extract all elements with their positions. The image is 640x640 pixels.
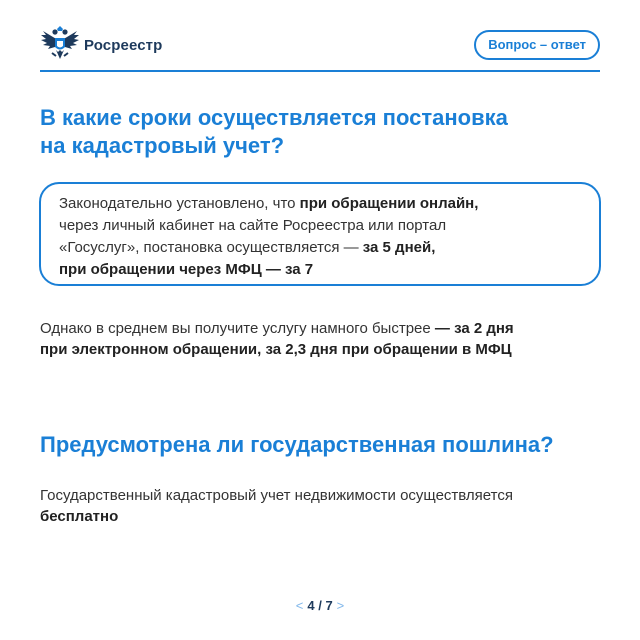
pager-total: 7 [325,598,333,613]
callout-text: «Госуслуг», постановка осуществляется — [59,239,363,256]
callout-line-1 [59,193,579,215]
header [40,24,600,72]
callout-line-2: через личный кабинет на сайте Росреестра или портал [59,217,447,234]
paragraph-line-1 [40,318,610,339]
callout-emphasis: за 5 дней, [362,239,436,256]
callout-emphasis: при обращении через МФЦ — за 7 [59,261,314,278]
fee-paragraph [40,485,610,527]
section1-title-line2: на кадастровый учет? [40,133,285,158]
callout-line-4 [59,259,579,281]
deadline-callout [39,182,601,286]
section1-title-line1: В какие сроки осуществляется постановка [40,105,508,130]
paragraph-text: Однако в среднем вы получите услугу намного быстрее [40,320,435,337]
section1-title [40,104,600,160]
chevron-right-icon[interactable]: > [336,598,345,613]
average-time-paragraph [40,318,610,360]
pager-separator: / [318,598,322,613]
paragraph-line-2 [40,339,610,360]
paragraph-emphasis: — за 2 дня [434,320,514,337]
fee-line-1: Государственный кадастровый учет недвижимости осуществляется [40,487,513,504]
callout-emphasis: при обращении онлайн, [299,195,479,212]
paragraph-emphasis: при электронном обращении, за 2,3 дня при обращении в МФЦ [40,341,512,358]
logo[interactable] [40,26,162,64]
pager-current: 4 [307,598,315,613]
double-headed-eagle-icon [40,26,80,64]
section2-title: Предусмотрена ли государственная пошлина? [40,432,554,457]
callout-text: Законодательно установлено, что [59,195,300,212]
fee-line-2 [40,506,610,527]
pager [0,598,640,613]
qa-badge[interactable]: Вопрос – ответ [474,30,600,60]
chevron-left-icon[interactable]: < [295,598,304,613]
callout-line-3 [59,237,579,259]
fee-emphasis: бесплатно [40,508,119,525]
brand-name: Росреестр [84,36,163,54]
